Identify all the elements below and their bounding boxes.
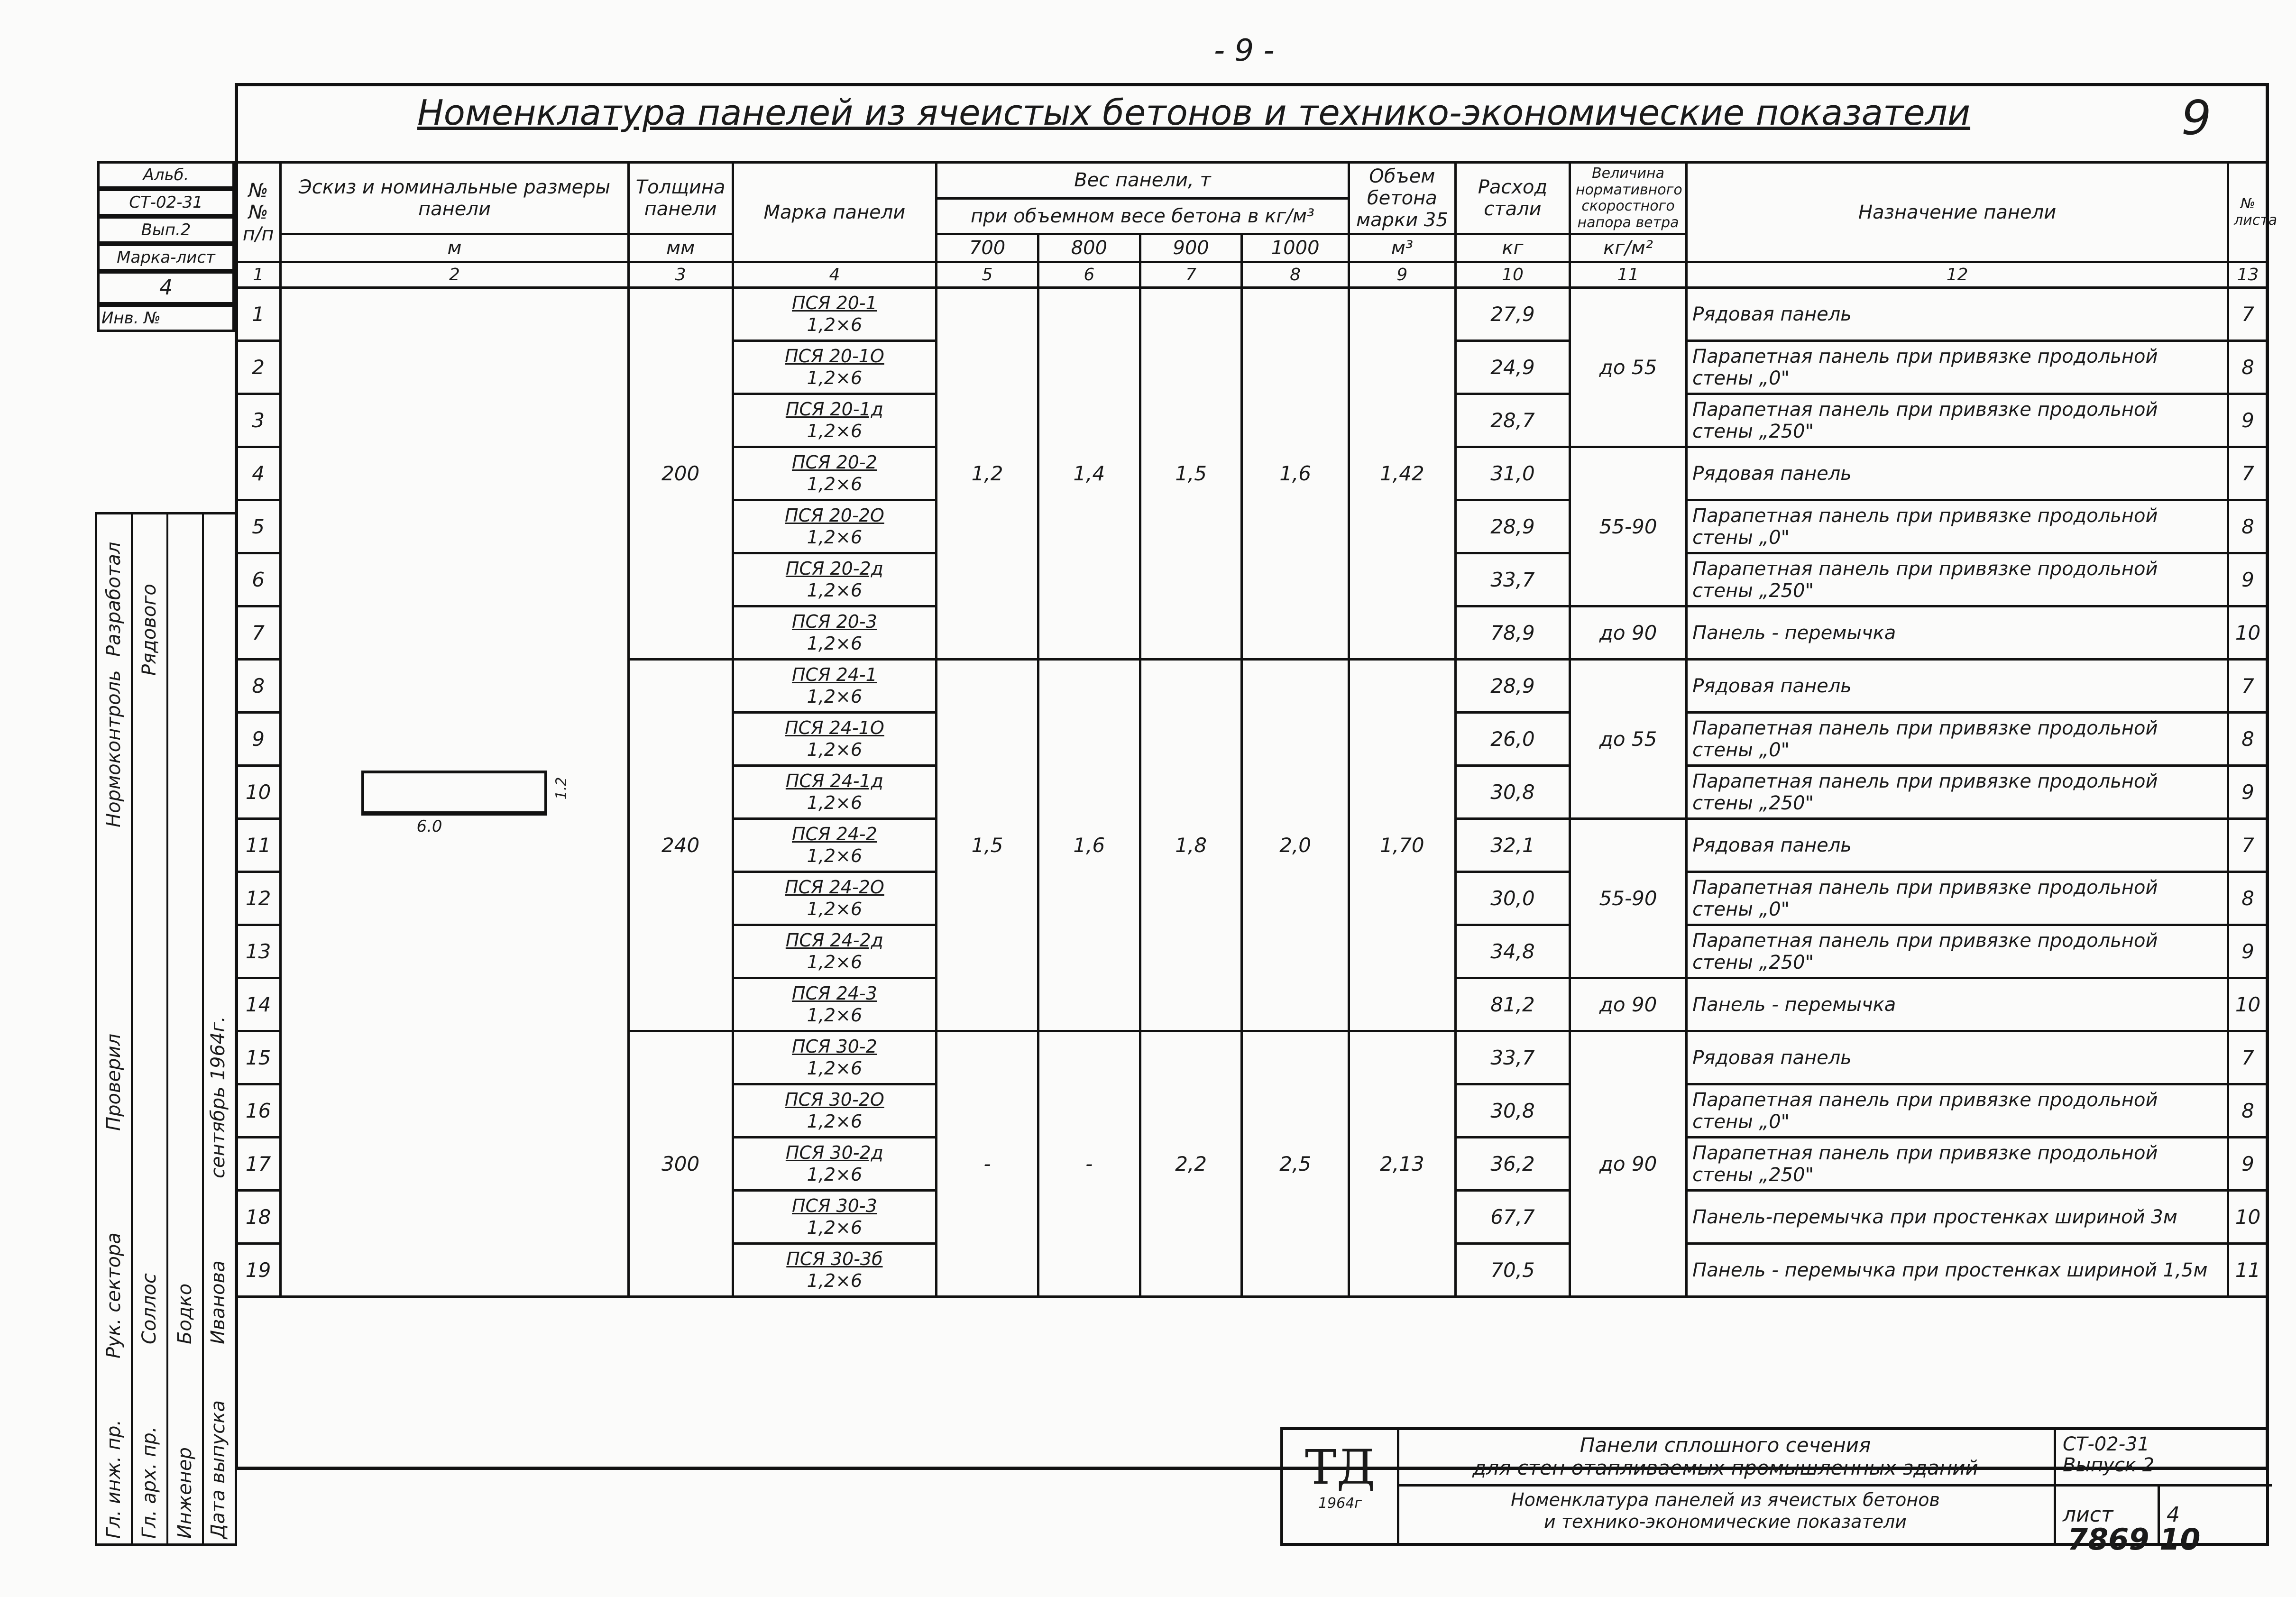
mark-code: ПСЯ 30-2	[791, 1036, 877, 1057]
column-number-row	[236, 262, 2268, 288]
panel-mark	[733, 978, 937, 1031]
panel-mark	[733, 500, 937, 553]
purpose-text: Панель - перемычка	[1687, 606, 2228, 660]
mark-size: 1,2×6	[807, 1111, 863, 1132]
purpose-text: Парапетная панель при привязке продольной стены „0"	[1687, 341, 2228, 394]
mark-code: ПСЯ 30-2О	[785, 1089, 884, 1110]
release-date: сентябрь 1964г.	[207, 1016, 229, 1178]
steel-value: 28,9	[1456, 500, 1570, 553]
mark-code: ПСЯ 20-2О	[785, 505, 884, 526]
colnum-2: 2	[281, 262, 628, 288]
mark-code: ПСЯ 30-2д	[785, 1142, 883, 1163]
sheet-ref: 9	[2228, 766, 2268, 819]
colnum-13: 13	[2228, 262, 2268, 288]
sheet-ref: 8	[2228, 713, 2268, 766]
colnum-8: 8	[1242, 262, 1349, 288]
dimension-line	[361, 814, 547, 816]
weight-1000: 2,5	[1242, 1031, 1349, 1297]
sheet-ref: 11	[2228, 1244, 2268, 1297]
issue-label: Вып.2	[97, 216, 235, 244]
weight-700: -	[937, 1031, 1038, 1297]
mark-size: 1,2×6	[807, 633, 863, 654]
panel-mark	[733, 606, 937, 660]
panel-mark	[733, 394, 937, 447]
header-n: №№ п/п	[236, 163, 281, 262]
header-purpose: Назначение панели	[1687, 163, 2228, 262]
panel-mark	[733, 1138, 937, 1191]
role-top-4: Нормоконтроль	[103, 670, 125, 827]
purpose-text: Рядовая панель	[1687, 288, 2228, 341]
wind-value: 55-90	[1570, 819, 1686, 978]
colnum-3: 3	[628, 262, 733, 288]
mark-code: ПСЯ 24-2д	[785, 929, 883, 951]
mark-code: ПСЯ 24-2	[791, 823, 877, 844]
sheet-ref: 8	[2228, 500, 2268, 553]
series-label: СТ-02-31	[97, 189, 235, 216]
mark-code: ПСЯ 20-1	[791, 292, 877, 313]
row-number: 3	[236, 394, 281, 447]
steel-value: 36,2	[1456, 1138, 1570, 1191]
institute-logo	[1283, 1430, 1399, 1543]
header-wind-unit: кг/м²	[1570, 234, 1686, 262]
steel-value: 33,7	[1456, 1031, 1570, 1084]
volume-value: 1,70	[1349, 660, 1455, 1031]
header-steel: Расход стали	[1456, 163, 1570, 234]
sketch-cell	[281, 288, 628, 1297]
mark-size: 1,2×6	[807, 792, 863, 813]
colnum-7: 7	[1140, 262, 1242, 288]
signature-name-2: Бодко	[174, 1283, 196, 1344]
steel-value: 31,0	[1456, 447, 1570, 500]
tb-line2: для стен отапливаемых промышленных зданий	[1472, 1456, 1978, 1480]
panel-nomenclature-table	[235, 161, 2278, 1298]
role-3: Инженер	[174, 1447, 196, 1539]
colnum-1: 1	[236, 262, 281, 288]
steel-value: 30,0	[1456, 872, 1570, 925]
thickness-value: 200	[628, 288, 733, 660]
wind-value: до 90	[1570, 606, 1686, 660]
mark-size: 1,2×6	[807, 951, 863, 973]
mark-code: ПСЯ 20-2д	[785, 558, 883, 579]
wind-value: до 55	[1570, 660, 1686, 819]
mark-sheet-label: Марка-лист	[97, 244, 235, 271]
purpose-text: Панель-перемычка при простенках шириной 3м	[1687, 1191, 2228, 1244]
signature-strip	[95, 512, 237, 1546]
tb-line3: Номенклатура панелей из ячеистых бетонов	[1511, 1489, 1940, 1510]
sketch-height: 1.2	[553, 777, 570, 799]
header-sketch: Эскиз и номинальные размеры панели	[281, 163, 628, 234]
colnum-11: 11	[1570, 262, 1686, 288]
purpose-text: Рядовая панель	[1687, 1031, 2228, 1084]
header-sheet: № листа	[2228, 163, 2268, 262]
purpose-text: Панель - перемычка при простенках шириной 1,5м	[1687, 1244, 2228, 1297]
header-volume-unit: м³	[1349, 234, 1455, 262]
steel-value: 34,8	[1456, 925, 1570, 978]
mark-code: ПСЯ 24-1	[791, 664, 877, 685]
sheet-ref: 8	[2228, 1084, 2268, 1138]
weight-1000: 1,6	[1242, 288, 1349, 660]
row-number: 10	[236, 766, 281, 819]
mark-size: 1,2×6	[807, 1164, 863, 1185]
mark-code: ПСЯ 20-1д	[785, 398, 883, 420]
panel-mark	[733, 1031, 937, 1084]
purpose-text: Парапетная панель при привязке продольной стены „0"	[1687, 872, 2228, 925]
header-w700: 700	[937, 234, 1038, 262]
weight-700: 1,5	[937, 660, 1038, 1031]
purpose-text: Парапетная панель при привязке продольной стены „250"	[1687, 394, 2228, 447]
mark-code: ПСЯ 30-3б	[786, 1248, 883, 1269]
panel-mark	[733, 1191, 937, 1244]
purpose-text: Рядовая панель	[1687, 660, 2228, 713]
panel-mark	[733, 1084, 937, 1138]
role-top-3: Разработал	[103, 542, 125, 657]
header-w1000: 1000	[1242, 234, 1349, 262]
header-w900: 900	[1140, 234, 1242, 262]
steel-value: 78,9	[1456, 606, 1570, 660]
mark-size: 1,2×6	[807, 898, 863, 919]
mark-size: 1,2×6	[807, 739, 863, 760]
steel-value: 81,2	[1456, 978, 1570, 1031]
logo-year: 1964г	[1318, 1495, 1362, 1512]
colnum-12: 12	[1687, 262, 2228, 288]
row-number: 5	[236, 500, 281, 553]
mark-size: 1,2×6	[807, 579, 863, 601]
row-number: 14	[236, 978, 281, 1031]
row-number: 12	[236, 872, 281, 925]
weight-900: 2,2	[1140, 1031, 1242, 1297]
tb-issue: Выпуск 2	[2063, 1454, 2155, 1476]
purpose-text: Парапетная панель при привязке продольной стены „250"	[1687, 766, 2228, 819]
header-w800: 800	[1038, 234, 1140, 262]
row-number: 17	[236, 1138, 281, 1191]
tb-line1: Панели сплошного сечения	[1580, 1433, 1871, 1457]
volume-value: 1,42	[1349, 288, 1455, 660]
sheet-ref: 9	[2228, 925, 2268, 978]
mark-code: ПСЯ 24-3	[791, 982, 877, 1004]
tb-sheet-label: лист	[2056, 1487, 2160, 1543]
sheet-ref: 7	[2228, 288, 2268, 341]
steel-value: 26,0	[1456, 713, 1570, 766]
colnum-5: 5	[937, 262, 1038, 288]
volume-value: 2,13	[1349, 1031, 1455, 1297]
document-number: 7869 10	[2067, 1522, 2201, 1557]
header-weight: Вес панели, т	[937, 163, 1349, 199]
role-2: Гл. арх. пр.	[138, 1426, 160, 1539]
row-number: 6	[236, 553, 281, 606]
role-top-1: Рук. сектора	[103, 1232, 125, 1358]
tb-series: СТ-02-31	[2063, 1433, 2150, 1455]
sheet-corner-number: 9	[2181, 90, 2212, 146]
colnum-4: 4	[733, 262, 937, 288]
colnum-9: 9	[1349, 262, 1455, 288]
panel-mark	[733, 766, 937, 819]
signature-name-1: Соллос	[138, 1273, 160, 1344]
wind-value: до 90	[1570, 978, 1686, 1031]
mark-size: 1,2×6	[807, 1004, 863, 1026]
sheet-ref: 10	[2228, 1191, 2268, 1244]
panel-sketch	[361, 771, 570, 836]
header-sketch-unit: м	[281, 234, 628, 262]
wind-value: до 55	[1570, 288, 1686, 447]
wind-value: 55-90	[1570, 447, 1686, 606]
steel-value: 27,9	[1456, 288, 1570, 341]
weight-700: 1,2	[937, 288, 1038, 660]
sheet-ref: 10	[2228, 606, 2268, 660]
table-row	[236, 288, 2268, 341]
panel-mark	[733, 447, 937, 500]
role-top-2: Проверил	[103, 1033, 125, 1131]
row-number: 9	[236, 713, 281, 766]
sheet-ref: 8	[2228, 341, 2268, 394]
mark-size: 1,2×6	[807, 845, 863, 866]
steel-value: 67,7	[1456, 1191, 1570, 1244]
mark-sheet-value: 4	[97, 271, 235, 304]
tb-sheet-value: 4	[2167, 1503, 2180, 1527]
row-number: 7	[236, 606, 281, 660]
sheet-ref: 7	[2228, 447, 2268, 500]
purpose-text: Парапетная панель при привязке продольной стены „0"	[1687, 500, 2228, 553]
tb-line4: и технико-экономические показатели	[1544, 1511, 1907, 1532]
row-number: 8	[236, 660, 281, 713]
mark-code: ПСЯ 20-1О	[785, 345, 884, 367]
purpose-text: Парапетная панель при привязке продольной стены „0"	[1687, 713, 2228, 766]
row-number: 16	[236, 1084, 281, 1138]
signature-name-3: Иванова	[207, 1260, 229, 1344]
panel-mark	[733, 1244, 937, 1297]
header-weight-sub: при объемном весе бетона в кг/м³	[937, 198, 1349, 234]
album-stamp	[97, 161, 235, 332]
mark-code: ПСЯ 24-2О	[785, 876, 884, 898]
mark-size: 1,2×6	[807, 314, 863, 335]
mark-code: ПСЯ 24-1О	[785, 717, 884, 738]
role-1: Гл. инж. пр.	[103, 1419, 125, 1539]
page-number: - 9 -	[1214, 33, 1275, 68]
steel-value: 28,7	[1456, 394, 1570, 447]
header-steel-unit: кг	[1456, 234, 1570, 262]
sheet-ref: 7	[2228, 1031, 2268, 1084]
purpose-text: Парапетная панель при привязке продольной стены „0"	[1687, 1084, 2228, 1138]
purpose-text: Панель - перемычка	[1687, 978, 2228, 1031]
mark-size: 1,2×6	[807, 1217, 863, 1238]
weight-900: 1,8	[1140, 660, 1242, 1031]
colnum-10: 10	[1456, 262, 1570, 288]
sheet-ref: 10	[2228, 978, 2268, 1031]
row-number: 11	[236, 819, 281, 872]
thickness-value: 240	[628, 660, 733, 1031]
purpose-text: Парапетная панель при привязке продольной стены „250"	[1687, 1138, 2228, 1191]
wind-value: до 90	[1570, 1031, 1686, 1297]
steel-value: 30,8	[1456, 1084, 1570, 1138]
row-number: 15	[236, 1031, 281, 1084]
purpose-text: Рядовая панель	[1687, 447, 2228, 500]
panel-mark	[733, 288, 937, 341]
steel-value: 30,8	[1456, 766, 1570, 819]
sketch-width: 6.0	[416, 817, 442, 836]
logo-letters: ТД	[1305, 1440, 1375, 1495]
header-mark: Марка панели	[733, 163, 937, 262]
mark-size: 1,2×6	[807, 420, 863, 441]
row-number: 2	[236, 341, 281, 394]
mark-code: ПСЯ 20-2	[791, 451, 877, 473]
steel-value: 70,5	[1456, 1244, 1570, 1297]
row-number: 1	[236, 288, 281, 341]
row-number: 13	[236, 925, 281, 978]
header-thickness-unit: мм	[628, 234, 733, 262]
mark-size: 1,2×6	[807, 686, 863, 707]
mark-size: 1,2×6	[807, 367, 863, 388]
weight-800: -	[1038, 1031, 1140, 1297]
panel-mark	[733, 660, 937, 713]
sheet-ref: 7	[2228, 819, 2268, 872]
row-number: 19	[236, 1244, 281, 1297]
header-thickness: Толщина панели	[628, 163, 733, 234]
panel-mark	[733, 925, 937, 978]
row-number: 4	[236, 447, 281, 500]
page-title: Номенклатура панелей из ячеистых бетонов и технико-экономические показатели	[417, 92, 1971, 133]
purpose-text: Рядовая панель	[1687, 819, 2228, 872]
purpose-text: Парапетная панель при привязке продольной стены „250"	[1687, 553, 2228, 606]
weight-800: 1,6	[1038, 660, 1140, 1031]
panel-mark	[733, 341, 937, 394]
signature-name-0: Рядового	[138, 584, 160, 676]
row-number: 18	[236, 1191, 281, 1244]
mark-code: ПСЯ 24-1д	[785, 770, 883, 791]
sheet-ref: 9	[2228, 553, 2268, 606]
panel-mark	[733, 553, 937, 606]
mark-size: 1,2×6	[807, 1270, 863, 1291]
purpose-text: Парапетная панель при привязке продольной стены „250"	[1687, 925, 2228, 978]
mark-size: 1,2×6	[807, 1057, 863, 1079]
weight-800: 1,4	[1038, 288, 1140, 660]
mark-size: 1,2×6	[807, 526, 863, 548]
album-label: Альб.	[97, 161, 235, 189]
panel-mark	[733, 872, 937, 925]
panel-mark	[733, 713, 937, 766]
sheet-ref: 9	[2228, 394, 2268, 447]
thickness-value: 300	[628, 1031, 733, 1297]
mark-code: ПСЯ 30-3	[791, 1195, 877, 1216]
steel-value: 24,9	[1456, 341, 1570, 394]
colnum-6: 6	[1038, 262, 1140, 288]
sheet-ref: 8	[2228, 872, 2268, 925]
steel-value: 33,7	[1456, 553, 1570, 606]
sheet-ref: 9	[2228, 1138, 2268, 1191]
role-4: Дата выпуска	[207, 1400, 229, 1539]
inv-label: Инв. №	[97, 304, 235, 332]
panel-mark	[733, 819, 937, 872]
header-volume: Объем бетона марки 35	[1349, 163, 1455, 234]
weight-1000: 2,0	[1242, 660, 1349, 1031]
steel-value: 32,1	[1456, 819, 1570, 872]
sheet-ref: 7	[2228, 660, 2268, 713]
steel-value: 28,9	[1456, 660, 1570, 713]
mark-code: ПСЯ 20-3	[791, 611, 877, 632]
header-wind: Величина нормативного скоростного напора ветра	[1570, 163, 1686, 234]
mark-size: 1,2×6	[807, 473, 863, 495]
weight-900: 1,5	[1140, 288, 1242, 660]
